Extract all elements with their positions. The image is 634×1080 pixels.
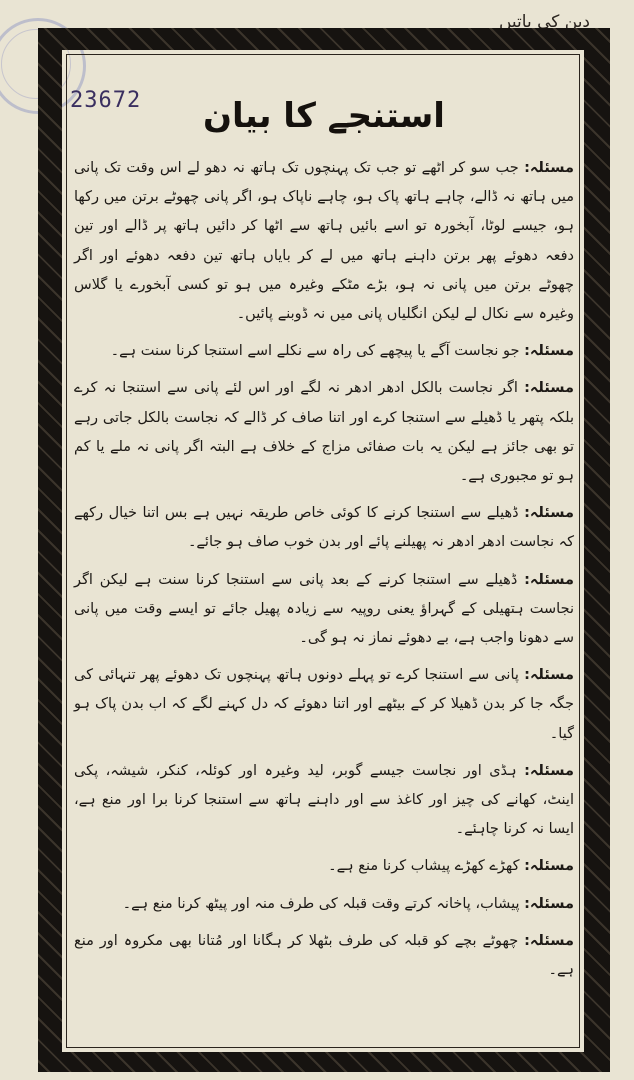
- running-head-title: دین کی باتیں: [498, 12, 590, 32]
- ruling-label: مسئلہ:: [524, 380, 574, 397]
- ruling-text: پیشاب، پاخانہ کرتے وقت قبلہ کی طرف منہ اور پیٹھ کرنا منع ہے۔: [122, 895, 520, 912]
- ruling-text: کھڑے کھڑے پیشاب کرنا منع ہے۔: [328, 858, 520, 875]
- ruling-paragraph: [74, 499, 574, 557]
- ruling-text: اگر نجاست بالکل ادھر ادھر نہ لگے اور اس لئے پانی سے استنجا نہ کرے بلکہ پتھر یا ڈھیلے سے استنجا کرے اور اتنا صاف کر ڈالے کہ نجاست بالکل جاتی رہے تو بھی جائز ہے لیکن یہ بات صفائی مزاج کے خلاف ہے البتہ اگر پانی نہ ملے یا کم ہو تو مجبوری ہے۔: [74, 380, 574, 485]
- ruling-label: مسئلہ:: [524, 932, 574, 949]
- ruling-paragraph: [74, 337, 574, 366]
- page-number: ۶۱: [70, 28, 87, 46]
- accession-number: 23672: [70, 88, 142, 113]
- ruling-label: مسئلہ:: [524, 762, 574, 779]
- ruling-paragraph: [74, 852, 574, 881]
- ruling-label: مسئلہ:: [524, 505, 574, 522]
- chapter-title: استنجے کا بیان: [203, 96, 445, 136]
- ruling-label: مسئلہ:: [524, 160, 574, 176]
- page-body: [74, 58, 574, 1038]
- ruling-label: مسئلہ:: [524, 667, 575, 684]
- ruling-paragraph: [74, 890, 574, 919]
- ruling-paragraph: [74, 374, 574, 491]
- ruling-label: مسئلہ:: [524, 895, 574, 912]
- ruling-paragraph: [74, 927, 574, 985]
- ruling-paragraph: [74, 154, 574, 329]
- ruling-text: ڈھیلے سے استنجا کرنے کے بعد پانی سے استنجا کرنا سنت ہے لیکن اگر نجاست ہتھیلی کے گہراؤ یعنی روپیہ سے زیادہ پھیل جائے تو ایسے وقت میں پانی سے دھونا واجب ہے، بے دھوئے نماز نہ ہو گی۔: [74, 571, 574, 647]
- ruling-text: جب سو کر اٹھے تو جب تک پہنچوں تک ہاتھ نہ دھو لے اس وقت تک پانی میں ہاتھ نہ ڈالے، چاہے ہاتھ پاک ہو، چاہے ناپاک ہو، اگر پانی چھوٹے برتن میں رکھا ہو، جیسے لوٹا، آبخورہ تو اسے بائیں ہاتھ سے اٹھا کر دائیں ہاتھ پر ڈالے اور تین دفعہ دھوئے پھر برتن داہنے ہاتھ میں لے کر بایاں ہاتھ تین دفعہ دھوئے اور اگر چھوٹے برتن میں پانی نہ ہو، بڑے مٹکے وغیرہ میں ہو تو کسی آبخورے یا گلاس وغیرہ سے نکال لے لیکن انگلیاں پانی میں نہ ڈوبنے پائیں۔: [74, 160, 574, 323]
- ruling-text: چھوٹے بچے کو قبلہ کی طرف بٹھلا کر ہگانا اور مُتانا بھی مکروہ اور منع ہے۔: [74, 932, 574, 979]
- ruling-text: ہڈی اور نجاست جیسے گوبر، لید وغیرہ اور کوئلہ، کنکر، شیشہ، پکی اینٹ، کھانے کی چیز اور کاغذ سے اور داہنے ہاتھ سے استنجا کرنا برا اور منع ہے، ایسا نہ کرنا چاہئے۔: [74, 762, 574, 838]
- ruling-text: ڈھیلے سے استنجا کرنے کا کوئی خاص طریقہ نہیں ہے بس اتنا خیال رکھے کہ نجاست ادھر ادھر نہ پھیلنے پائے اور بدن خوب صاف ہو جائے۔: [74, 505, 574, 551]
- ruling-text: پانی سے استنجا کرے تو پہلے دونوں ہاتھ پہنچوں تک دھوئے پھر تنہائی کی جگہ جا کر بدن ڈھیلا کر کے بیٹھے اور اتنا دھوئے کہ دل کہنے لگے کہ اب بدن پاک ہو گیا۔: [74, 667, 574, 742]
- ruling-paragraph: [74, 566, 574, 654]
- ruling-label: مسئلہ:: [524, 343, 574, 360]
- ruling-paragraph: [74, 661, 574, 749]
- ruling-text: جو نجاست آگے یا پیچھے کی راہ سے نکلے اسے استنجا کرنا سنت ہے۔: [110, 343, 520, 360]
- ruling-label: مسئلہ:: [524, 858, 574, 875]
- ruling-paragraph: [74, 757, 574, 845]
- ruling-label: مسئلہ:: [524, 571, 574, 588]
